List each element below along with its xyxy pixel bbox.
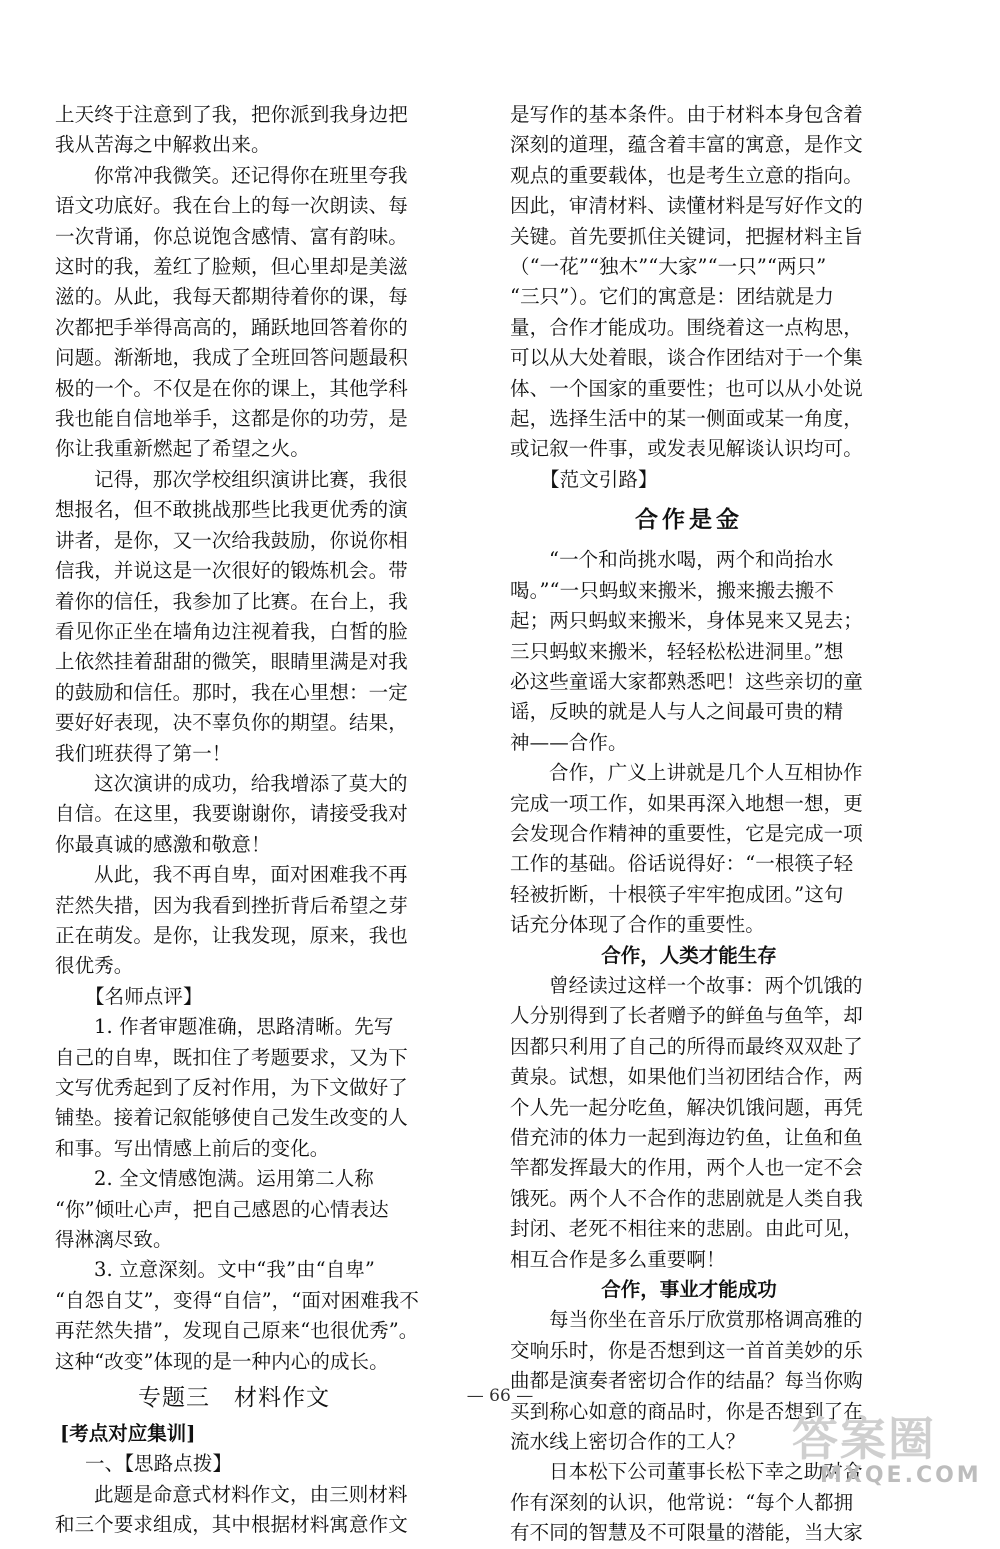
text-line: 要好好表现，决不辜负你的期望。结果， <box>55 711 408 735</box>
text-line: 因都只利用了自己的所得而最终双双赴了 <box>510 1034 863 1058</box>
essay-title: 合作是金 <box>635 506 743 534</box>
left-tail-text <box>55 1480 413 1541</box>
text-line: 合作，广义上讲就是几个人互相协作 <box>549 761 863 785</box>
text-line: 【范文引路】 <box>540 467 658 491</box>
right-top-text <box>510 100 868 495</box>
text-line: 1. 作者审题准确，思路清晰。先写 <box>94 1015 394 1039</box>
text-line: 的鼓励和信任。那时，我在心里想：一定 <box>55 680 408 704</box>
text-line: 想报名，但不敢挑战那些比我更优秀的演 <box>55 498 408 522</box>
text-line: 2. 全文情感饱满。运用第二人称 <box>94 1167 374 1191</box>
text-line: “三只”）。它们的寓意是：团结就是力 <box>510 285 834 309</box>
text-line: 从此，我不再自卑，面对困难我不再 <box>94 863 408 887</box>
right-column <box>510 100 868 1549</box>
text-line: 讲者，是你，又一次给我鼓励，你说你相 <box>55 528 408 552</box>
text-line: 自己的自卑，既扣住了考题要求，又为下 <box>55 1045 408 1069</box>
text-line: 相互合作是多么重要啊！ <box>510 1247 726 1271</box>
text-line: 这时的我，羞红了脸颊，但心里却是美滋 <box>55 255 408 279</box>
text-line: 我们班获得了第一！ <box>55 741 232 765</box>
text-line: 是写作的基本条件。由于材料本身包含着 <box>510 103 863 126</box>
text-line: 起，选择生活中的某一侧面或某一角度， <box>510 407 863 431</box>
text-line: 可以从大处着眼，谈合作团结对于一个集 <box>510 346 863 370</box>
text-line: “你”倾吐心声，把自己感恩的心情表达 <box>55 1197 389 1221</box>
text-line: “自怨自艾”，变得“自信”，“面对困难我不 <box>55 1288 419 1312</box>
text-line: 饿死。两个人不合作的悲剧就是人类自我 <box>510 1186 863 1210</box>
text-line: 喝。”“一只蚂蚁来搬米，搬来搬去搬不 <box>510 578 834 602</box>
text-line: 因此，审清材料、读懂材料是写好作文的 <box>510 194 863 218</box>
text-line: 借充沛的体力一起到海边钓鱼，让鱼和鱼 <box>510 1126 863 1149</box>
text-line: 你常冲我微笑。还记得你在班里夸我 <box>94 163 408 187</box>
text-line: 流水线上密切合作的工人？ <box>510 1430 746 1454</box>
text-line: 个人先一起分吃鱼，解决饥饿问题，再凭 <box>510 1095 863 1119</box>
text-line: 再茫然失措”，发现自己原来“也很优秀”。 <box>55 1319 419 1343</box>
text-line: 工作的基础。俗话说得好：“一根筷子轻 <box>510 852 854 876</box>
text-line: 看见你正坐在墙角边注视着我，白皙的脸 <box>55 619 408 643</box>
text-line: 体、一个国家的重要性；也可以从小处说 <box>510 376 863 400</box>
essay-section-1 <box>510 971 868 1275</box>
text-line: 和事。写出情感上前后的变化。 <box>55 1136 330 1160</box>
text-line: 极的一个。不仅是在你的课上，其他学科 <box>55 376 408 400</box>
text-line: 上天终于注意到了我，把你派到我身边把 <box>55 103 408 126</box>
text-line: 交响乐时，你是否想到这一首首美妙的乐 <box>510 1338 863 1362</box>
text-line: 语文功底好。我在台上的每一次朗读、每 <box>55 194 408 218</box>
text-line: 有不同的智慧及不可限量的潜能，当大家 <box>510 1521 863 1545</box>
text-line: 神——合作。 <box>510 730 628 754</box>
text-line: 问题。渐渐地，我成了全班回答问题最积 <box>55 346 408 370</box>
text-line: 会发现合作精神的重要性，它是完成一项 <box>510 821 863 845</box>
text-line: 话充分体现了合作的重要性。 <box>510 913 765 937</box>
text-line: 三只蚂蚁来搬米，轻轻松松进洞里。”想 <box>510 639 844 663</box>
watermark-logo <box>792 1412 992 1488</box>
text-line: 我也能自信地举手，这都是你的功劳，是 <box>55 407 408 431</box>
text-line: （“一花”“独木”“大家”“一只”“两只” <box>510 255 827 279</box>
text-line: 曾经读过这样一个故事：两个饥饿的 <box>549 973 863 997</box>
text-line: 或记叙一件事，或发表见解谈认识均可。 <box>510 437 863 461</box>
text-line: 和三个要求组成，其中根据材料寓意作文 <box>55 1513 408 1537</box>
text-line: “一个和尚挑水喝，两个和尚抬水 <box>549 548 834 572</box>
text-line: 起；两只蚂蚁来搬米，身体晃来又晃去； <box>510 609 863 633</box>
watermark-url: MXQE.COM <box>820 1463 982 1488</box>
text-line: 很优秀。 <box>55 954 134 978</box>
kaodian-tag: [考点对应集训] <box>60 1422 196 1446</box>
text-line: 这种“改变”体现的是一种内心的成长。 <box>55 1349 389 1373</box>
text-line: 文写优秀起到了反衬作用，为下文做好了 <box>55 1076 408 1099</box>
text-line: 3. 立意深刻。文中“我”由“自卑” <box>94 1258 375 1282</box>
text-line: 正在萌发。是你，让我发现，原来，我也 <box>55 923 408 947</box>
text-line: 滋的。从此，我每天都期待着你的课，每 <box>55 285 408 309</box>
text-line: 次都把手举得高高的，踊跃地回答着你的 <box>55 315 408 339</box>
text-line: 买到称心如意的商品时，你是否想到了在 <box>510 1399 863 1423</box>
watermark-logo-text: 答案圈 <box>792 1412 936 1466</box>
text-line: 一次背诵，你总说饱含感情、富有韵味。 <box>55 224 408 248</box>
text-line: 铺垫。接着记叙能够使自己发生改变的人 <box>55 1106 408 1130</box>
text-line: 信我，并说这是一次很好的锻炼机会。带 <box>55 559 408 583</box>
text-line: 你让我重新燃起了希望之火。 <box>55 437 310 461</box>
text-line: 作有深刻的认识，他常说：“每个人都拥 <box>510 1490 854 1514</box>
text-line: 竿都发挥最大的作用，两个人也一定不会 <box>510 1156 863 1180</box>
text-line: 谣，反映的就是人与人之间最可贵的精 <box>510 700 844 724</box>
sub-tag: 一、【思路点拨】 <box>85 1452 233 1476</box>
text-line: 你最真诚的感激和敬意！ <box>55 832 271 856</box>
text-line: 【名师点评】 <box>85 984 203 1008</box>
text-line: 日本松下公司董事长松下幸之助对合 <box>549 1460 863 1484</box>
text-line: 深刻的道理，蕴含着丰富的寓意，是作文 <box>510 133 863 157</box>
left-body-text <box>55 100 419 1377</box>
text-line: 轻被折断，十根筷子牢牢抱成团。”这句 <box>510 882 844 906</box>
text-line: 每当你坐在音乐厅欣赏那格调高雅的 <box>549 1308 863 1332</box>
subhead-success: 合作，事业才能成功 <box>601 1278 777 1302</box>
text-line: 茫然失措，因为我看到挫折背后希望之芽 <box>55 893 408 917</box>
text-line: 完成一项工作，如果再深入地想一想，更 <box>510 791 863 815</box>
text-line: 人分别得到了长者赠予的鲜鱼与鱼竿，却 <box>510 1004 863 1028</box>
text-line: 记得，那次学校组织演讲比赛，我很 <box>94 467 408 491</box>
subhead-survival: 合作，人类才能生存 <box>601 943 777 967</box>
text-line: 量，合作才能成功。围绕着这一点构思， <box>510 315 863 339</box>
text-line: 曲都是演奏者密切合作的结晶？每当你购 <box>510 1369 863 1393</box>
text-line: 这次演讲的成功，给我增添了莫大的 <box>94 771 408 795</box>
text-line: 黄泉。试想，如果他们当初团结合作，两 <box>510 1065 863 1089</box>
left-column <box>55 100 419 1541</box>
text-line: 上依然挂着甜甜的微笑，眼睛里满是对我 <box>55 650 408 674</box>
text-line: 此题是命意式材料作文，由三则材料 <box>94 1482 408 1506</box>
text-line: 必这些童谣大家都熟悉吧！这些亲切的童 <box>510 669 863 693</box>
text-line: 得淋漓尽致。 <box>55 1228 173 1252</box>
essay-intro-text <box>510 545 868 940</box>
text-line: 我从苦海之中解救出来。 <box>55 133 271 157</box>
text-line: 自信。在这里，我要谢谢你，请接受我对 <box>55 802 408 826</box>
text-line: 封闭、老死不相往来的悲剧。由此可见， <box>510 1217 863 1241</box>
topic-title: 专题三 材料作文 <box>138 1385 330 1412</box>
text-line: 着你的信任，我参加了比赛。在台上，我 <box>55 589 408 613</box>
text-line: 关键。首先要抓住关键词，把握材料主旨 <box>510 224 863 248</box>
text-line: 观点的重要载体，也是考生立意的指向。 <box>510 163 863 187</box>
page-number: — 66 — <box>466 1386 534 1406</box>
